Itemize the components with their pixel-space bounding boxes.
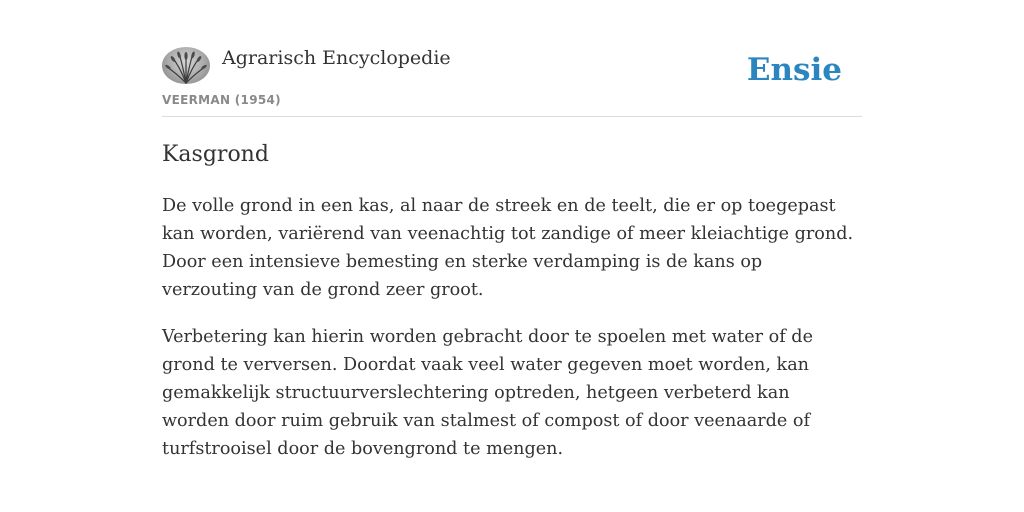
entry-paragraph-1: De volle grond in een kas, al naar de streek en de teelt, die er op toegepast kan worden, variërend van veenachtig tot zandige of meer kleiachtige grond. Door een intensieve bemesting en sterke verdamping is de kans op verzouting van de grond zeer groot.	[162, 196, 854, 300]
entry-title: Kasgrond	[162, 142, 269, 167]
brand-logo-link[interactable]: Ensie	[746, 52, 842, 88]
source-author: VEERMAN (1954)	[162, 93, 281, 107]
source-title[interactable]: Agrarisch Encyclopedie	[222, 47, 451, 69]
page	[162, 0, 862, 512]
entry-paragraph-2: Verbetering kan hierin worden gebracht door te spoelen met water of de grond te verversen. Doordat vaak veel water gegeven moet worden, kan gemakkelijk structuurverslechtering optreden, hetgeen verbeterd kan worden door ruim gebruik van stalmest of compost of door veenaarde of turfstrooisel door de bovengrond te mengen.	[162, 327, 813, 459]
wheat-logo-icon[interactable]	[162, 47, 210, 84]
source-header	[162, 46, 862, 117]
